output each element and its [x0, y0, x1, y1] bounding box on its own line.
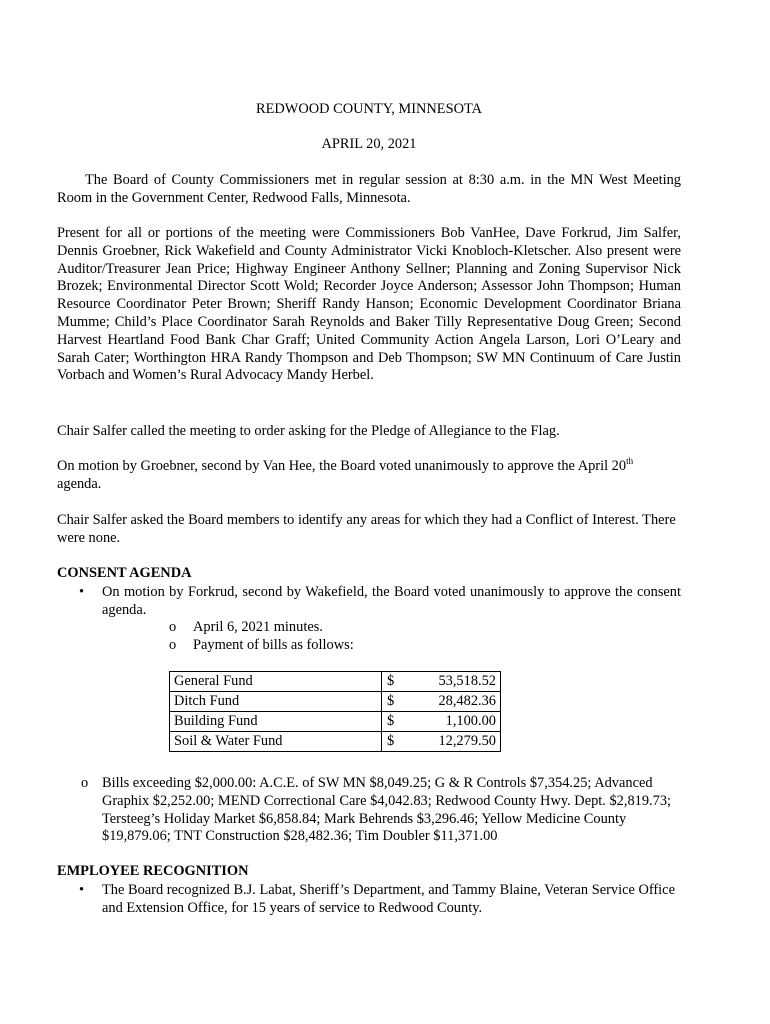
sub-item-text: Payment of bills as follows:	[193, 637, 354, 653]
consent-agenda-heading: CONSENT AGENDA	[57, 565, 192, 581]
circle-bullet-icon: o	[81, 775, 89, 791]
intro-paragraph: The Board of County Commissioners met in regular session at 8:30 a.m. in the MN West Meeting Room in the Government Center, Redwood Falls, Minnesota.	[57, 172, 681, 206]
fund-name: Ditch Fund	[170, 692, 382, 712]
table-row	[170, 672, 501, 692]
fund-name: Soil & Water Fund	[170, 732, 382, 752]
agenda-text: On motion by Groebner, second by Van Hee, the Board voted unanimously to approve the April 20	[57, 458, 627, 474]
agenda-superscript: th	[626, 456, 634, 467]
bills-exceeding-item	[57, 775, 681, 846]
fund-amount: $ 12,279.50	[382, 732, 501, 752]
county-title: REDWOOD COUNTY, MINNESOTA	[255, 101, 483, 117]
table-row	[170, 692, 501, 712]
consent-motion-item	[57, 584, 681, 620]
sub-item-text: April 6, 2021 minutes.	[193, 619, 323, 635]
fund-amount: $ 28,482.36	[382, 692, 501, 712]
recognition-item	[57, 882, 681, 918]
table-row	[170, 712, 501, 732]
attendance-paragraph: Present for all or portions of the meeting were Commissioners Bob VanHee, Dave Forkrud, Jim Salfer, Dennis Groebner, Rick Wakefield and County Administrator Vicki Knobloch-Kletscher. Also present were Auditor/Treasurer Jean Price; Highway Engineer Anthony Sellner; Planning and Zoning Supervisor Nick Brozek; Environmental Director Scott Wold; Recorder Joyce Anderson; Assessor John Thompson; Human Resource Coordinator Peter Brown; Sheriff Randy Hanson; Economic Development Coordinator Briana Mumme; Child’s Place Coordinator Sarah Reynolds and Baker Tilly Representative Doug Green; Second Harvest Heartland Food Bank Char Graff; United Community Action Angela Larson, Lori O’Leary and Sarah Cater; Worthington HRA Randy Thompson and Deb Thompson; SW MN Continuum of Care Justin Vorbach and Women’s Rural Advocacy Mandy Herbel.	[57, 225, 681, 384]
meeting-date: APRIL 20, 2021	[321, 136, 417, 152]
agenda-text-end: agenda.	[57, 475, 102, 492]
fund-name: Building Fund	[170, 712, 382, 732]
pledge-paragraph: Chair Salfer called the meeting to order asking for the Pledge of Allegiance to the Flag.	[57, 423, 560, 439]
sub-item-bills	[169, 637, 354, 655]
consent-motion-text: On motion by Forkrud, second by Wakefield, the Board voted unanimously to approve the consent agenda.	[102, 584, 681, 618]
circle-bullet-icon: o	[169, 619, 177, 635]
circle-bullet-icon: o	[169, 637, 177, 653]
fund-name: General Fund	[170, 672, 382, 692]
bills-table	[169, 671, 501, 752]
conflict-paragraph: Chair Salfer asked the Board members to identify any areas for which they had a Conflict of Interest. There were none.	[57, 512, 676, 546]
bullet-icon: •	[79, 584, 85, 600]
bullet-icon: •	[79, 882, 85, 898]
fund-amount: $ 53,518.52	[382, 672, 501, 692]
agenda-approval-paragraph	[57, 458, 681, 494]
fund-amount: $ 1,100.00	[382, 712, 501, 732]
table-row	[170, 732, 501, 752]
sub-item-minutes	[169, 619, 323, 637]
bills-exceeding-text: Bills exceeding $2,000.00: A.C.E. of SW MN $8,049.25; G & R Controls $7,354.25; Advanced Graphix $2,252.00; MEND Correctional Care $4,042.83; Redwood County Hwy. Dept. $2,819.73; Tersteeg’s Holiday Market $6,858.84; Mark Behrends $3,296.46; Yellow Medicine County $19,879.06; TNT Construction $28,482.36; Tim Doubler $11,371.00	[102, 775, 672, 845]
recognition-text: The Board recognized B.J. Labat, Sheriff’s Department, and Tammy Blaine, Veteran Service Office and Extension Office, for 15 years of service to Redwood County.	[102, 882, 675, 916]
employee-recognition-heading: EMPLOYEE RECOGNITION	[57, 863, 249, 879]
